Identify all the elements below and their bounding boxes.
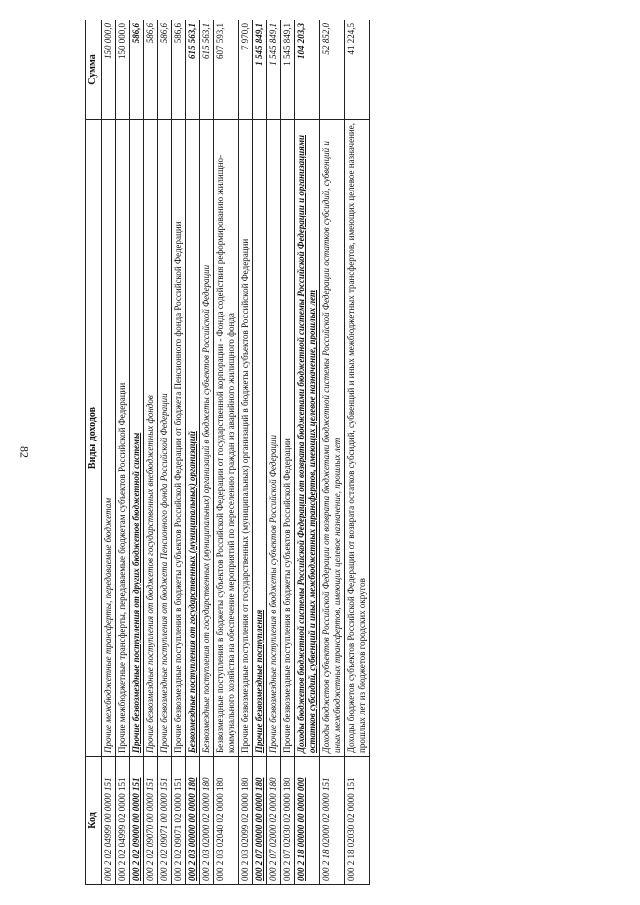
code-cell: 000 2 07 00000 00 0000 180 bbox=[253, 757, 267, 885]
code-cell: 000 2 02 04999 02 0000 151 bbox=[116, 757, 130, 885]
name-cell: Прочие безвозмездные поступления в бюджеты субъектов Российской Федерации от бюджета Пенсионного фонда Российской Федерации bbox=[172, 120, 186, 757]
table-row bbox=[295, 20, 320, 885]
code-cell: 000 2 07 02030 02 0000 180 bbox=[281, 757, 295, 885]
name-cell: Прочие безвозмездные поступления от государственных (муниципальных) организаций в бюджеты субъектов Российской Федерации bbox=[239, 120, 253, 757]
sum-cell: 150 000,0 bbox=[102, 20, 116, 120]
sum-cell: 7 970,0 bbox=[239, 20, 253, 120]
code-cell: 000 2 07 02000 02 0000 180 bbox=[267, 757, 281, 885]
name-cell: Прочие безвозмездные поступления от бюджетов государственных внебюджетных фондов bbox=[144, 120, 158, 757]
code-cell: 000 2 02 09000 00 0000 151 bbox=[130, 757, 144, 885]
table-body bbox=[102, 20, 370, 885]
table-row bbox=[172, 20, 186, 885]
table-row bbox=[214, 20, 239, 885]
table-row bbox=[281, 20, 295, 885]
table-viewport bbox=[85, 20, 565, 885]
table-row bbox=[200, 20, 214, 885]
name-cell: Прочие межбюджетные трансферты, передаваемые бюджетам bbox=[102, 120, 116, 757]
table-row bbox=[267, 20, 281, 885]
sum-cell: 1 545 849,1 bbox=[267, 20, 281, 120]
header-sum: Сумма bbox=[86, 20, 102, 120]
name-cell: Прочие безвозмездные поступления от других бюджетов бюджетной системы bbox=[130, 120, 144, 757]
code-cell: 000 2 03 02099 02 0000 180 bbox=[239, 757, 253, 885]
code-cell: 000 2 02 09071 02 0000 151 bbox=[172, 757, 186, 885]
code-cell: 000 2 03 02040 02 0000 180 bbox=[214, 757, 239, 885]
sum-cell: 586,6 bbox=[130, 20, 144, 120]
header-row bbox=[86, 20, 102, 885]
code-cell: 000 2 02 09070 00 0000 151 bbox=[144, 757, 158, 885]
sum-cell: 41 224,5 bbox=[345, 20, 370, 120]
table-row bbox=[239, 20, 253, 885]
code-cell: 000 2 02 04999 00 0000 151 bbox=[102, 757, 116, 885]
code-cell: 000 2 03 00000 00 0000 180 bbox=[186, 757, 200, 885]
sum-cell: 104 203,3 bbox=[295, 20, 320, 120]
name-cell: Прочие безвозмездные поступления bbox=[253, 120, 267, 757]
sum-cell: 615 563,1 bbox=[200, 20, 214, 120]
name-cell: Доходы бюджетов бюджетной системы Российской Федерации от возврата бюджетами бюджетной системы Российской Федерации и организациями остатков субсидий, субвенций и иных межбюджетных трансфертов, имеющих целевое назначение, прошлых лет bbox=[295, 120, 320, 757]
sum-cell: 150 000,0 bbox=[116, 20, 130, 120]
name-cell: Прочие межбюджетные трансферты, передаваемые бюджетам субъектов Российской Федерации bbox=[116, 120, 130, 757]
code-cell: 000 2 18 02000 02 0000 151 bbox=[320, 757, 345, 885]
table-row bbox=[158, 20, 172, 885]
header-code: Код bbox=[86, 757, 102, 885]
name-cell: Прочие безвозмездные поступления в бюджеты субъектов Российской Федерации bbox=[267, 120, 281, 757]
name-cell: Доходы бюджетов субъектов Российской Федерации от возврата бюджетами бюджетной системы Российской Федерации остатков субсидий, субвенций и иных межбюджетных трансфертов, имеющих целевое назначение, прошлых лет bbox=[320, 120, 345, 757]
table-row bbox=[144, 20, 158, 885]
table-row bbox=[253, 20, 267, 885]
sum-cell: 607 593,1 bbox=[214, 20, 239, 120]
name-cell: Безвозмездные поступления от государственных (муниципальных) организаций bbox=[186, 120, 200, 757]
rotated-sheet bbox=[85, 20, 565, 885]
table-row bbox=[345, 20, 370, 885]
sum-cell: 586,6 bbox=[172, 20, 186, 120]
sum-cell: 52 852,0 bbox=[320, 20, 345, 120]
sum-cell: 586,6 bbox=[144, 20, 158, 120]
sum-cell: 615 563,1 bbox=[186, 20, 200, 120]
code-cell: 000 2 02 09071 00 0000 151 bbox=[158, 757, 172, 885]
table-row bbox=[320, 20, 345, 885]
table-row bbox=[130, 20, 144, 885]
sum-cell: 586,6 bbox=[158, 20, 172, 120]
name-cell: Прочие безвозмездные поступления от бюджета Пенсионного фонда Российской Федерации bbox=[158, 120, 172, 757]
code-cell: 000 2 18 00000 00 0000 000 bbox=[295, 757, 320, 885]
name-cell: Безвозмездные поступления от государственных (муниципальных) организаций в бюджеты субъектов Российской Федерации bbox=[200, 120, 214, 757]
revenue-table bbox=[85, 20, 370, 885]
table-row bbox=[116, 20, 130, 885]
name-cell: Прочие безвозмездные поступления в бюджеты субъектов Российской Федерации bbox=[281, 120, 295, 757]
page-number: 82 bbox=[17, 446, 32, 458]
code-cell: 000 2 18 02030 02 0000 151 bbox=[345, 757, 370, 885]
table-row bbox=[102, 20, 116, 885]
sum-cell: 1 545 849,1 bbox=[281, 20, 295, 120]
sum-cell: 1 545 849,1 bbox=[253, 20, 267, 120]
name-cell: Доходы бюджетов субъектов Российской Федерации от возврата остатков субсидий, субвенций и иных межбюджетных трансфертов, имеющих целевое назначение, прошлых лет из бюджетов городских округов bbox=[345, 120, 370, 757]
table-row bbox=[186, 20, 200, 885]
name-cell: Безвозмездные поступления в бюджеты субъектов Российской Федерации от государственной корпорации - Фонда содействия реформированию жилищно-коммунального хозяйства на обеспечение мероприятий по переселению граждан из аварийного жилищного фонда bbox=[214, 120, 239, 757]
code-cell: 000 2 03 02000 02 0000 180 bbox=[200, 757, 214, 885]
header-name: Виды доходов bbox=[86, 120, 102, 757]
